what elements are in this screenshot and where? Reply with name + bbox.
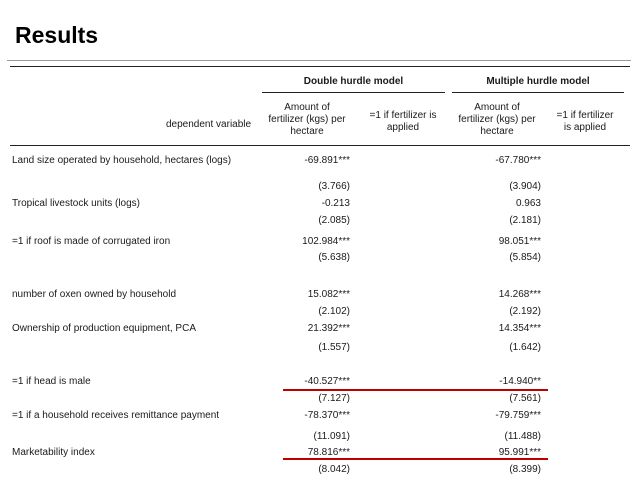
col-header-line: fertilizer (kgs) per [458,114,536,125]
group-header-double-hurdle: Double hurdle model [303,76,404,87]
col-header-line: hectare [290,126,324,137]
cell-mh-se: (3.904) [509,181,541,192]
cell-dh-se: (3.766) [318,181,350,192]
group-header-rule-1 [262,92,445,93]
highlight-underline [283,389,548,391]
cell-dh: 78.816*** [307,447,350,458]
col-header-line: is applied [563,122,607,133]
cell-mh: 14.354*** [498,323,541,334]
col-header-dh-applied [358,110,448,133]
cell-mh: 14.268*** [498,289,541,300]
row-label: =1 if roof is made of corrugated iron [12,236,171,247]
cell-mh-se: (5.854) [509,252,541,263]
row-label: =1 if head is male [12,376,91,387]
col-header-line: applied [386,122,420,133]
cell-dh: -40.527*** [304,376,350,387]
cell-mh-se: (7.561) [509,393,541,404]
cell-dh-se: (7.127) [318,393,350,404]
col-header-line: hectare [480,126,514,137]
cell-dh-se: (1.557) [318,342,350,353]
cell-mh: 98.051*** [498,236,541,247]
col-header-line: Amount of [474,102,520,113]
row-label: Land size operated by household, hectares (logs) [12,155,232,166]
col-header-line: =1 if fertilizer [556,110,614,121]
cell-dh: 21.392*** [307,323,350,334]
highlight-underline [283,458,548,460]
cell-dh: -78.370*** [304,410,350,421]
cell-dh-se: (11.091) [313,431,350,442]
row-label: Marketability index [12,447,95,458]
cell-dh: 15.082*** [307,289,350,300]
col-header-mh-applied [543,110,627,133]
cell-dh: 102.984*** [302,236,350,247]
col-header-line: =1 if fertilizer is [369,110,437,121]
col-header-line: Amount of [284,102,330,113]
group-header-rule-2 [452,92,624,93]
cell-mh-se: (8.399) [509,464,541,475]
cell-mh-se: (2.192) [509,306,541,317]
column-header-rule [10,145,630,146]
cell-mh: -14.940** [499,376,541,387]
slide-title: Results [15,22,99,48]
col-header-line: fertilizer (kgs) per [268,114,346,125]
row-label: Ownership of production equipment, PCA [12,323,196,334]
cell-mh: -67.780*** [495,155,541,166]
row-label: number of oxen owned by household [12,289,177,300]
row-label: Tropical livestock units (logs) [12,198,141,209]
cell-dh-se: (8.042) [318,464,350,475]
cell-dh-se: (5.638) [318,252,350,263]
cell-mh: 0.963 [515,198,541,209]
cell-dh-se: (2.085) [318,215,350,226]
cell-dh: -69.891*** [304,155,350,166]
cell-dh-se: (2.102) [318,306,350,317]
cell-mh: 95.991*** [498,447,541,458]
cell-mh-se: (2.181) [509,215,541,226]
col-header-dh-amount [262,102,352,137]
row-label: =1 if a household receives remittance payment [12,410,220,421]
table-top-rule [10,66,630,67]
col-header-mh-amount [452,102,542,137]
dependent-variable-label: dependent variable [166,119,252,130]
cell-mh-se: (11.488) [504,431,541,442]
cell-dh: -0.213 [321,198,350,209]
group-header-multiple-hurdle: Multiple hurdle model [486,76,590,87]
cell-mh: -79.759*** [495,410,541,421]
cell-mh-se: (1.642) [509,342,541,353]
